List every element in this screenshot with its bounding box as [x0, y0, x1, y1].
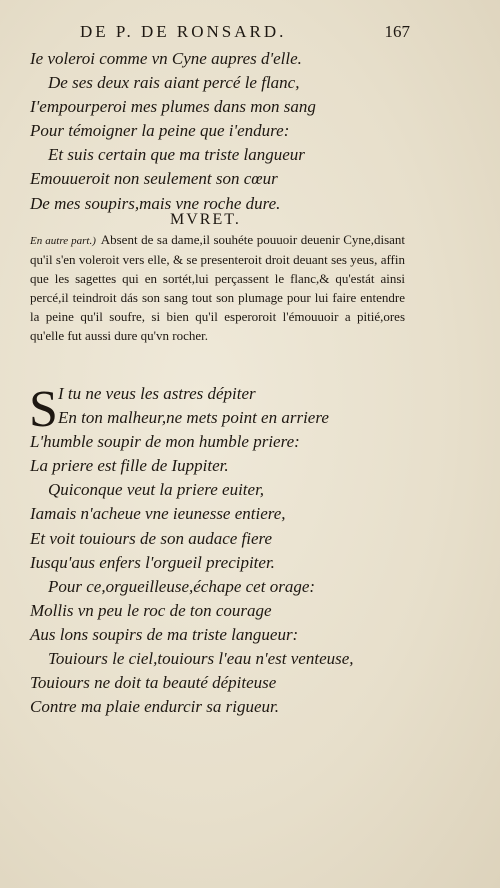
- verse-line: La priere est fille de Iuppiter.: [30, 456, 229, 476]
- sonnet-ending: [30, 47, 470, 216]
- verse-line: Iamais n'acheue vne ieunesse entiere,: [30, 504, 286, 524]
- verse-line: Iusqu'aus enfers l'orgueil precipiter.: [30, 552, 275, 572]
- verse-line: En ton malheur,ne mets point en arriere: [58, 408, 329, 428]
- verse-line: Quiconque veut la priere euiter,: [48, 480, 265, 500]
- commentary-text: Absent de sa dame,il souhéte pouuoir deuenir Cyne,disant qu'il s'en voleroit vers elle, & se presenteroit droit deuant ses yeus, affin que les sagettes qui en sortét,lui perçassent le flanc,& qu'estát ainsi percé,il teindroit dás son sang tout son plumage pour lui faire entendre la peine qu'il soufre, si bien qu'il esperoroit l'émouuoir a pitié,ores qu'elle fut aussi dure qu'vn rocher.: [30, 232, 406, 343]
- commentary-marker: En autre part.): [30, 235, 96, 247]
- verse-line: Et suis certain que ma triste langueur: [48, 145, 305, 165]
- verse-line: Mollis vn peu le roc de ton courage: [30, 600, 272, 620]
- verse-line: De ses deux rais aiant percé le flanc,: [48, 73, 300, 93]
- verse-line: Pour témoigner la peine que i'endure:: [30, 121, 290, 141]
- verse-line: L'humble soupir de mon humble priere:: [30, 432, 300, 452]
- verse-line: Touiours ne doit ta beauté dépiteuse: [30, 673, 277, 693]
- page-number: 167: [384, 22, 410, 41]
- verse-line: Et voit touiours de son audace fiere: [30, 528, 273, 548]
- running-head: DE P. DE RONSARD.: [80, 22, 287, 41]
- verse-line: De mes soupirs,mais vne roche dure.: [30, 193, 281, 213]
- drop-cap: S: [29, 381, 58, 438]
- verse-line: Pour ce,orgueilleuse,échape cet orage:: [48, 576, 316, 596]
- verse-line: Contre ma plaie endurcir sa rigueur.: [30, 697, 280, 717]
- verse-line: Touiours le ciel,touiours l'eau n'est venteuse,: [48, 649, 354, 669]
- verse-line: Emouueroit non seulement son cœur: [30, 169, 278, 189]
- verse-line: I tu ne veus les astres dépiter: [58, 384, 256, 403]
- commentary-paragraph: [30, 231, 405, 345]
- section-title: MVRET.: [170, 211, 241, 228]
- verse-line: Ie voleroi comme vn Cyne aupres d'elle.: [30, 49, 302, 68]
- verse-line: I'empourperoi mes plumes dans mon sang: [30, 97, 316, 117]
- verse-line: Aus lons soupirs de ma triste langueur:: [30, 624, 299, 644]
- sonnet: [30, 382, 470, 719]
- page-header: [80, 22, 410, 46]
